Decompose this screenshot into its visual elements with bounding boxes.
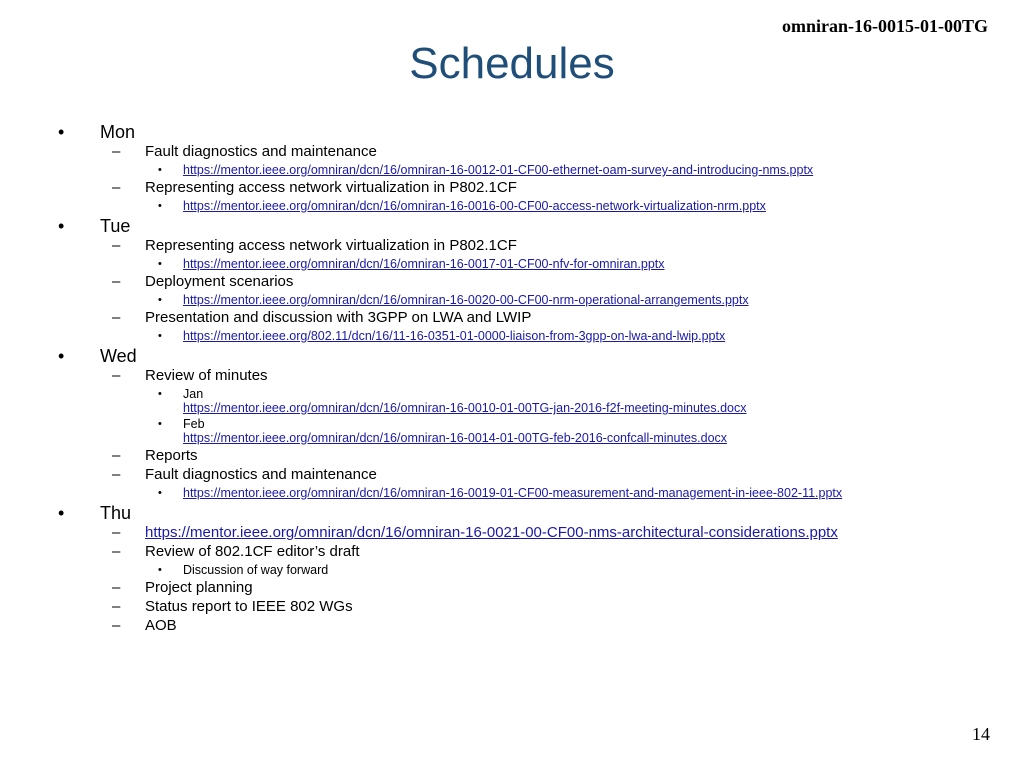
bullet-mark: • — [158, 487, 162, 499]
agenda-subitem-text: Discussion of way forward — [183, 563, 329, 577]
dash-mark: – — [112, 309, 121, 326]
document-id: omniran-16-0015-01-00TG — [782, 16, 988, 36]
page-title: Schedules — [409, 39, 615, 88]
bullet-mark: • — [158, 294, 162, 306]
document-link[interactable]: https://mentor.ieee.org/omniran/dcn/16/omniran-16-0020-00-CF00-nrm-operational-arrangements.pptx — [183, 293, 749, 307]
day-label: Thu — [100, 503, 132, 523]
dash-mark: – — [112, 598, 121, 615]
bullet-mark: • — [158, 388, 162, 400]
agenda-item-text: Fault diagnostics and maintenance — [145, 466, 377, 483]
agenda-item-text: Review of 802.1CF editor’s draft — [145, 543, 360, 560]
bullet-mark: • — [58, 346, 65, 366]
dash-mark: – — [112, 367, 121, 384]
bullet-mark: • — [158, 258, 162, 270]
bullet-mark: • — [158, 418, 162, 430]
document-link[interactable]: https://mentor.ieee.org/omniran/dcn/16/omniran-16-0010-01-00TG-jan-2016-f2f-meeting-minutes.docx — [183, 401, 747, 415]
dash-mark: – — [112, 466, 121, 483]
dash-mark: – — [112, 543, 121, 560]
agenda-item-text: Fault diagnostics and maintenance — [145, 143, 377, 160]
agenda-item-text: Project planning — [145, 579, 253, 596]
agenda-item-text: Representing access network virtualization in P802.1CF — [145, 179, 517, 196]
dash-mark: – — [112, 179, 121, 196]
month-label: Feb — [183, 417, 205, 431]
dash-mark: – — [112, 143, 121, 160]
bullet-mark: • — [58, 216, 65, 236]
bullet-mark: • — [58, 503, 65, 523]
bullet-mark: • — [158, 564, 162, 576]
document-link[interactable]: https://mentor.ieee.org/802.11/dcn/16/11-16-0351-01-0000-liaison-from-3gpp-on-lwa-and-lwip.pptx — [183, 329, 726, 343]
document-link[interactable]: https://mentor.ieee.org/omniran/dcn/16/omniran-16-0017-01-CF00-nfv-for-omniran.pptx — [183, 257, 665, 271]
document-link[interactable]: https://mentor.ieee.org/omniran/dcn/16/omniran-16-0021-00-CF00-nms-architectural-considerations.pptx — [145, 524, 838, 541]
document-link[interactable]: https://mentor.ieee.org/omniran/dcn/16/omniran-16-0014-01-00TG-feb-2016-confcall-minutes.docx — [183, 431, 728, 445]
day-label: Tue — [100, 216, 131, 236]
agenda-item-text: Review of minutes — [145, 367, 268, 384]
dash-mark: – — [112, 617, 121, 634]
document-link[interactable]: https://mentor.ieee.org/omniran/dcn/16/omniran-16-0016-00-CF00-access-network-virtualization-nrm.pptx — [183, 199, 766, 213]
agenda-item-text: Presentation and discussion with 3GPP on LWA and LWIP — [145, 309, 532, 326]
dash-mark: – — [112, 273, 121, 290]
bullet-mark: • — [158, 330, 162, 342]
bullet-mark: • — [158, 164, 162, 176]
dash-mark: – — [112, 579, 121, 596]
month-label: Jan — [183, 387, 204, 401]
document-link[interactable]: https://mentor.ieee.org/omniran/dcn/16/omniran-16-0019-01-CF00-measurement-and-management-in-ieee-802-11.pptx — [183, 486, 843, 500]
bullet-mark: • — [58, 122, 65, 142]
agenda-item-text: AOB — [145, 617, 177, 634]
bullet-mark: • — [158, 200, 162, 212]
document-link[interactable]: https://mentor.ieee.org/omniran/dcn/16/omniran-16-0012-01-CF00-ethernet-oam-survey-and-introducing-nms.pptx — [183, 163, 814, 177]
page-number: 14 — [972, 724, 990, 744]
agenda-item-text: Deployment scenarios — [145, 273, 294, 290]
dash-mark: – — [112, 524, 121, 541]
day-label: Mon — [100, 122, 136, 142]
agenda-item-text: Representing access network virtualization in P802.1CF — [145, 237, 517, 254]
dash-mark: – — [112, 447, 121, 464]
agenda-item-text: Status report to IEEE 802 WGs — [145, 598, 353, 615]
day-label: Wed — [100, 346, 137, 366]
dash-mark: – — [112, 237, 121, 254]
agenda-item-text: Reports — [145, 447, 198, 464]
